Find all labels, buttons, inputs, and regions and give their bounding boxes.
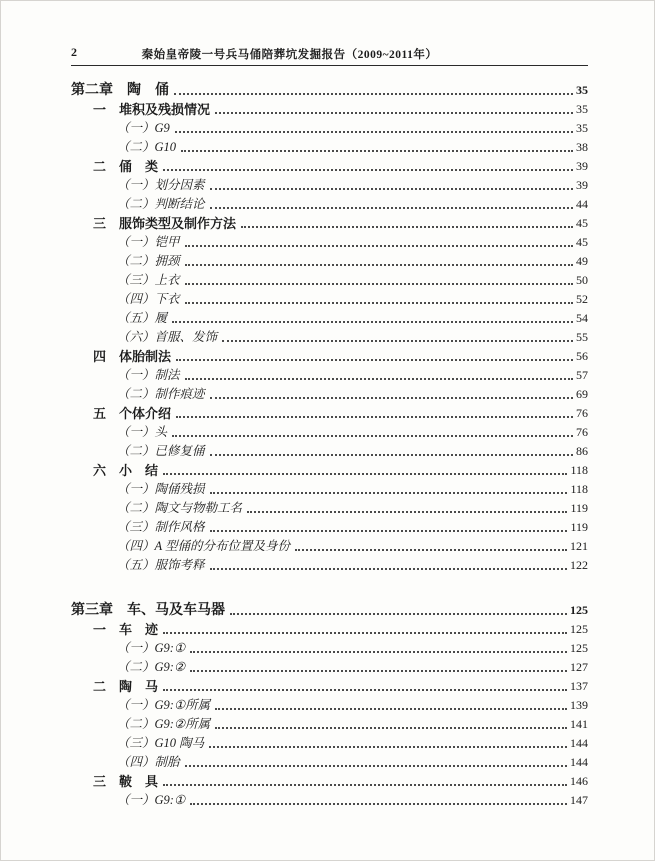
toc-entry-page: 69: [576, 387, 588, 401]
toc-entry-page: 141: [570, 717, 588, 731]
toc-entry-page: 119: [570, 520, 588, 534]
toc-entry-page: 118: [570, 482, 588, 496]
toc-entry: [71, 600, 588, 619]
toc-entry: [117, 517, 588, 536]
toc-entry: [93, 346, 588, 365]
dot-leader: [215, 708, 567, 710]
toc-entry-page: 76: [576, 406, 588, 420]
toc-entry-label: （二）G9:②所属: [117, 717, 211, 731]
toc-entry-page: 44: [576, 197, 588, 211]
toc-entry-page: 54: [576, 311, 588, 325]
toc-entry: [117, 327, 588, 346]
dot-leader: [247, 511, 567, 513]
toc-entry: [93, 213, 588, 232]
toc-entry-label: （五）服饰考释: [117, 558, 205, 572]
toc-entry: [117, 714, 588, 733]
toc-entry-label: （二）陶文与物勒工名: [117, 501, 243, 515]
toc-entry-label: 二 俑 类: [93, 159, 159, 174]
toc-entry-label: 三 鞁 具: [93, 774, 159, 789]
toc-entry-label: （三）G10 陶马: [117, 736, 205, 750]
toc-entry-label: 第二章 陶 俑: [71, 83, 169, 98]
toc-entry-label: （一）G9:①: [117, 793, 186, 807]
toc-entry: [117, 536, 588, 555]
toc-entry: [117, 638, 588, 657]
toc-entry-label: 一 堆积及残损情况: [93, 102, 211, 117]
toc-entry-label: （一）G9:①所属: [117, 698, 211, 712]
dot-leader: [163, 689, 567, 691]
dot-leader: [185, 245, 573, 247]
dot-leader: [174, 93, 573, 95]
dot-leader: [172, 435, 573, 437]
toc-entry-page: 35: [576, 83, 588, 97]
dot-leader: [181, 150, 573, 152]
toc-entry-label: 五 个体介绍: [93, 406, 172, 421]
toc-entry-page: 125: [570, 622, 588, 636]
toc-entry-label: （四）A 型俑的分布位置及身份: [117, 539, 291, 553]
dot-leader: [215, 112, 573, 114]
toc-entry: [117, 752, 588, 771]
toc-entry-label: （一）陶俑残损: [117, 482, 205, 496]
toc-entry: [93, 460, 588, 479]
toc-entry-page: 144: [570, 736, 588, 750]
toc-entry-label: （三）上衣: [117, 273, 180, 287]
dot-leader: [210, 568, 567, 570]
page-content: [71, 45, 588, 809]
toc-entry-page: 38: [576, 140, 588, 154]
toc-entry-page: 49: [576, 254, 588, 268]
dot-leader: [176, 359, 573, 361]
dot-leader: [172, 321, 573, 323]
toc-entry: [117, 365, 588, 384]
toc-entry: [117, 251, 588, 270]
dot-leader: [210, 207, 573, 209]
dot-leader: [190, 803, 567, 805]
toc-entry-page: 122: [570, 558, 588, 572]
toc-entry-label: （四）制胎: [117, 755, 180, 769]
dot-leader: [185, 765, 567, 767]
toc-entry-label: （一）铠甲: [117, 235, 180, 249]
dot-leader: [210, 397, 573, 399]
toc-entry: [117, 422, 588, 441]
toc-entry-label: （二）拥颈: [117, 254, 180, 268]
toc-entry: [117, 384, 588, 403]
toc-entry-page: 119: [570, 501, 588, 515]
toc-entry-page: 118: [570, 463, 588, 477]
toc-entry-page: 147: [570, 793, 588, 807]
toc-entry-label: 六 小 结: [93, 463, 159, 478]
dot-leader: [163, 784, 567, 786]
toc-entry-label: （五）履: [117, 311, 168, 325]
dot-leader: [190, 651, 567, 653]
toc-entry-label: （六）首服、发饰: [117, 330, 218, 344]
toc-entry-label: （二）G10: [117, 140, 177, 154]
toc-entry: [117, 270, 588, 289]
toc-entry-label: 三 服饰类型及制作方法: [93, 216, 237, 231]
toc-entry-label: 一 车 迹: [93, 622, 159, 637]
toc-entry-label: （一）G9:①: [117, 641, 186, 655]
dot-leader: [163, 169, 573, 171]
toc-entry-label: （二）已修复俑: [117, 444, 205, 458]
toc-entry: [117, 137, 588, 156]
toc-entry: [93, 676, 588, 695]
dot-leader: [210, 492, 568, 494]
toc-entry-label: （三）制作风格: [117, 520, 205, 534]
toc-entry-label: （二）制作痕迹: [117, 387, 205, 401]
toc-entry: [117, 790, 588, 809]
dot-leader: [209, 746, 567, 748]
toc-entry-label: （一）G9: [117, 121, 170, 135]
toc-entry-page: 55: [576, 330, 588, 344]
toc-entry-page: 45: [576, 235, 588, 249]
toc-entry-label: （一）头: [117, 425, 168, 439]
dot-leader: [185, 378, 573, 380]
toc-entry: [93, 99, 588, 118]
toc-entry-page: 35: [576, 102, 588, 116]
toc-entry: [117, 232, 588, 251]
dot-leader: [230, 613, 567, 615]
toc-entry-page: 39: [576, 178, 588, 192]
header-rule: [71, 65, 588, 66]
toc-entry-label: （二）判断结论: [117, 197, 205, 211]
toc-entry-page: 125: [570, 603, 588, 617]
toc-entry-page: 57: [576, 368, 588, 382]
toc-entry-label: 第三章 车、马及车马器: [71, 603, 225, 618]
toc-entry-label: （四）下衣: [117, 292, 180, 306]
toc-entry-page: 39: [576, 159, 588, 173]
toc-entry: [93, 771, 588, 790]
running-title: 秦始皇帝陵一号兵马俑陪葬坑发掘报告（2009~2011年）: [141, 49, 438, 61]
toc-entry: [93, 619, 588, 638]
toc-entry-label: （一）制法: [117, 368, 180, 382]
toc-entry-page: 76: [576, 425, 588, 439]
toc-entry: [71, 80, 588, 99]
dot-leader: [210, 188, 573, 190]
toc-entry-page: 45: [576, 216, 588, 230]
dot-leader: [185, 283, 573, 285]
dot-leader: [175, 131, 573, 133]
toc-entry: [93, 156, 588, 175]
table-of-contents: [71, 80, 588, 809]
toc-entry: [93, 403, 588, 422]
toc-entry: [117, 657, 588, 676]
toc-entry: [117, 733, 588, 752]
toc-entry-page: 86: [576, 444, 588, 458]
toc-entry: [117, 194, 588, 213]
toc-entry-page: 146: [570, 774, 588, 788]
toc-entry: [117, 308, 588, 327]
toc-entry: [117, 289, 588, 308]
dot-leader: [185, 302, 573, 304]
dot-leader: [163, 473, 567, 475]
toc-entry-page: 127: [570, 660, 588, 674]
toc-entry: [117, 695, 588, 714]
toc-entry-page: 35: [576, 121, 588, 135]
dot-leader: [241, 226, 573, 228]
dot-leader: [190, 670, 567, 672]
dot-leader: [210, 454, 573, 456]
dot-leader: [176, 416, 573, 418]
toc-entry-label: （二）G9:②: [117, 660, 186, 674]
toc-entry-label: （一）划分因素: [117, 178, 205, 192]
toc-entry: [117, 498, 588, 517]
dot-leader: [163, 632, 567, 634]
toc-entry: [117, 479, 588, 498]
toc-entry-page: 137: [570, 679, 588, 693]
toc-entry-page: 52: [576, 292, 588, 306]
toc-entry-label: 二 陶 马: [93, 679, 159, 694]
toc-entry: [117, 175, 588, 194]
page-number: 2: [71, 45, 77, 59]
dot-leader: [295, 549, 567, 551]
dot-leader: [210, 530, 568, 532]
toc-entry: [117, 118, 588, 137]
toc-entry-page: 144: [570, 755, 588, 769]
toc-entry-page: 121: [570, 539, 588, 553]
dot-leader: [185, 264, 573, 266]
toc-entry-page: 50: [576, 273, 588, 287]
toc-entry-page: 139: [570, 698, 588, 712]
toc-entry-page: 125: [570, 641, 588, 655]
running-head: [71, 45, 588, 61]
toc-entry-page: 56: [576, 349, 588, 363]
toc-entry: [117, 441, 588, 460]
toc-entry: [117, 555, 588, 574]
dot-leader: [222, 340, 573, 342]
dot-leader: [215, 727, 567, 729]
toc-entry-label: 四 体胎制法: [93, 349, 172, 364]
